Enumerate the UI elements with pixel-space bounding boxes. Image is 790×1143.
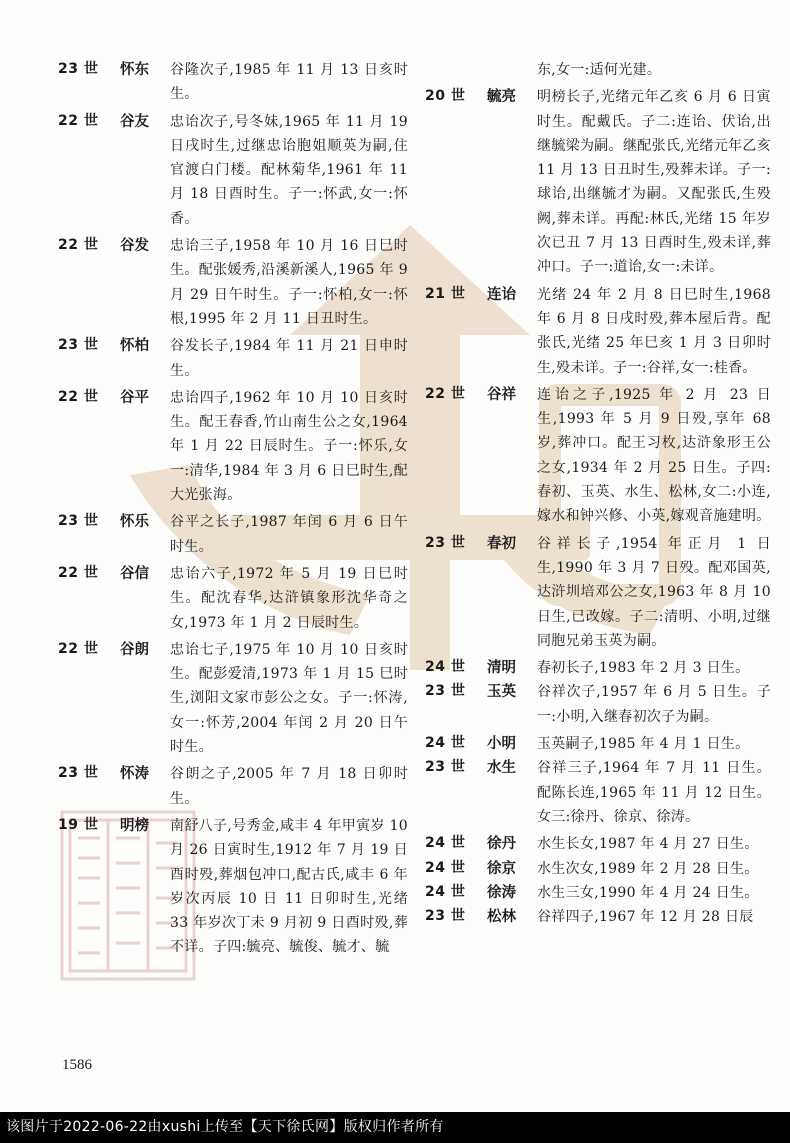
person-name: 怀东 — [120, 62, 149, 78]
entry-text: 水生三女,1990 年 4 月 24 日生。 — [537, 884, 759, 901]
person-name: 水生 — [487, 760, 516, 777]
person-name: 徐丹 — [487, 836, 516, 853]
genealogy-entry — [58, 762, 408, 811]
genealogy-entry — [58, 638, 408, 759]
genealogy-entry — [425, 857, 771, 881]
right-column — [425, 58, 771, 932]
generation-label: 24 世 — [425, 859, 466, 876]
generation-label: 23 世 — [58, 513, 99, 530]
genealogy-entry — [425, 732, 771, 756]
genealogy-entry — [58, 814, 408, 960]
entry-text: 谷祥四子,1967 年 12 月 28 日辰 — [537, 909, 754, 926]
entry-text: 忠诒三子,1958 年 10 月 16 日巳时生。配张媛秀,沿溪新溪人,1965 年 9 月 29 日午时生。子一:怀柏,女一:怀根,1995 年 2 月 11 日丑时生。 — [170, 238, 408, 327]
entry-text: 春初长子,1983 年 2 月 3 日生。 — [537, 660, 750, 677]
genealogy-entry — [58, 386, 408, 507]
entry-text: 谷隆次子,1985 年 11 月 13 日亥时生。 — [170, 62, 408, 103]
generation-label: 22 世 — [58, 640, 99, 657]
genealogy-entry — [425, 85, 771, 279]
genealogy-entry — [58, 562, 408, 635]
generation-label: 23 世 — [58, 337, 99, 354]
entry-text: 明榜长子,光绪元年乙亥 6 月 6 日寅时生。配戴氏。子二:连诒、伏诒,出继毓梁为嗣。继配张氏,光绪元年乙亥 11 月 13 日丑时生,殁葬未详。子一:球诒,出继毓才为嗣。又配张氏,生殁阙,葬未详。再配:林氏,光绪 15 年岁次已丑 7 月 13 日酉时生,殁未详,葬冲口。子一:道诒,女一:未详。 — [537, 89, 771, 276]
continuation-text-block — [425, 58, 771, 82]
continuation-text: 东,女一:适何光建。 — [537, 62, 662, 78]
entry-text: 玉英嗣子,1985 年 4 月 1 日生。 — [537, 736, 750, 753]
generation-label: 22 世 — [58, 564, 99, 581]
person-name: 谷朗 — [120, 641, 149, 658]
generation-label: 22 世 — [58, 237, 99, 254]
entry-text: 忠诒六子,1972 年 5 月 19 日巳时生。配沈春华,达浒镇象形沈华奇之女,1973 年 1 月 2 日辰时生。 — [170, 565, 408, 631]
genealogy-entry — [58, 234, 408, 331]
generation-label: 23 世 — [58, 61, 99, 77]
generation-label: 23 世 — [425, 683, 466, 700]
generation-label: 23 世 — [425, 908, 466, 925]
genealogy-entry — [58, 334, 408, 383]
page-number: 1586 — [62, 1057, 92, 1073]
entry-text: 水生次女,1989 年 2 月 28 日生。 — [537, 860, 759, 877]
entry-text: 谷平之长子,1987 年闰 6 月 6 日午时生。 — [170, 514, 408, 555]
entry-text: 谷发长子,1984 年 11 月 21 日申时生。 — [170, 338, 408, 379]
entry-text: 谷朗之子,2005 年 7 月 18 日卯时生。 — [170, 766, 408, 807]
genealogy-entry — [425, 532, 771, 653]
person-name: 毓亮 — [487, 89, 516, 106]
person-name: 清明 — [487, 660, 516, 677]
entry-text: 谷祥次子,1957 年 6 月 5 日生。子一:小明,入继春初次子为嗣。 — [537, 684, 771, 725]
person-name: 徐涛 — [487, 884, 516, 901]
person-name: 谷发 — [120, 238, 149, 255]
upload-footer-banner: 该图片于2022-06-22由xushi上传至【天下徐氏网】版权归作者所有 — [0, 1112, 790, 1143]
entry-text: 忠诒四子,1962 年 10 月 10 日亥时生。配王春香,竹山南生公之女,1964 年 1 月 22 日辰时生。子一:怀乐,女一:清华,1984 年 3 月 6 日巳时生,配大光张海。 — [170, 389, 408, 504]
person-name: 谷友 — [120, 113, 149, 130]
entry-text: 水生长女,1987 年 4 月 27 日生。 — [537, 836, 759, 853]
left-column — [58, 58, 408, 963]
entry-text: 忠诒次子,号冬妹,1965 年 11 月 19 日戌时生,过继忠诒胞姐顺英为嗣,住官渡白门楼。配林菊华,1961 年 11 月 18 日酉时生。子一:怀武,女一:怀香。 — [170, 113, 408, 227]
person-name: 玉英 — [487, 684, 516, 701]
genealogy-entry — [58, 110, 408, 231]
person-name: 怀乐 — [120, 514, 149, 531]
genealogy-entry — [425, 680, 771, 729]
generation-label: 21 世 — [425, 285, 466, 302]
generation-label: 23 世 — [58, 765, 99, 782]
person-name: 怀涛 — [120, 766, 149, 783]
generation-label: 24 世 — [425, 659, 466, 676]
generation-label: 22 世 — [58, 388, 99, 405]
person-name: 谷平 — [120, 389, 149, 406]
person-name: 春初 — [487, 535, 516, 552]
genealogy-entry — [425, 905, 771, 929]
generation-label: 22 世 — [425, 385, 466, 402]
genealogy-entry — [425, 881, 771, 905]
person-name: 徐京 — [487, 860, 516, 877]
genealogy-entry — [425, 756, 771, 829]
generation-label: 23 世 — [425, 534, 466, 551]
generation-label: 24 世 — [425, 835, 466, 852]
person-name: 松林 — [487, 909, 516, 926]
person-name: 谷信 — [120, 565, 149, 582]
generation-label: 23 世 — [425, 759, 466, 776]
person-name: 怀柏 — [120, 338, 149, 355]
entry-text: 光绪 24 年 2 月 8 日巳时生,1968 年 6 月 8 日戌时殁,葬本屋后背。配张氏,光绪 25 年巳亥 1 月 3 日卯时生,殁未详。子一:谷祥,女一:桂香。 — [537, 286, 771, 376]
entry-text: 南舒八子,号秀金,咸丰 4 年甲寅岁 10 月 26 日寅时生,1912 年 7 月 19 日酉时殁,葬烟包冲口,配古氏,咸丰 6 年岁次丙辰 10 日 11 日卯时生,光绪 33 年岁次丁未 9 月初 9 日酉时殁,葬不详。子四:毓亮、毓俊、毓才、毓 — [170, 817, 408, 956]
genealogy-entry — [425, 656, 771, 680]
genealogy-entry — [58, 58, 408, 107]
entry-text: 忠诒七子,1975 年 10 月 10 日亥时生。配彭爱清,1973 年 1 月 15 巳时生,浏阳文家市彭公之女。子一:怀涛,女一:怀芳,2004 年闰 2 月 20 日午时生。 — [170, 641, 408, 756]
genealogy-entry — [425, 832, 771, 856]
generation-label: 24 世 — [425, 883, 466, 900]
genealogy-entry — [58, 510, 408, 559]
entry-text: 谷祥三子,1964 年 7 月 11 日生。配陈长连,1965 年 11 月 12 日生。女三:徐丹、徐京、徐涛。 — [537, 760, 771, 825]
genealogy-entry — [425, 383, 771, 529]
person-name: 连诒 — [487, 286, 516, 303]
generation-label: 20 世 — [425, 88, 466, 105]
person-name: 明榜 — [120, 817, 149, 834]
person-name: 谷祥 — [487, 386, 516, 403]
genealogy-entry — [425, 283, 771, 380]
entry-text: 谷祥长子,1954 年正月 1 日生,1990 年 3 月 7 日殁。配邓国英,达浒圳培邓公之女,1963 年 8 月 10 日生,已改嫁。子二:清明、小明,过继同胞兄弟玉英为嗣。 — [537, 535, 771, 649]
person-name: 小明 — [487, 736, 516, 753]
generation-label: 19 世 — [58, 816, 99, 833]
generation-label: 22 世 — [58, 112, 99, 129]
entry-text: 连诒之子,1925 年 2 月 23 日生,1993 年 5 月 9 日殁,享年 68 岁,葬冲口。配王习枚,达浒象形王公之女,1934 年 2 月 25 日生。子四:春初、玉英、水生、松林,女二:小连,嫁水和钟兴修、小英,嫁观音施建明。 — [537, 386, 771, 525]
generation-label: 24 世 — [425, 735, 466, 752]
